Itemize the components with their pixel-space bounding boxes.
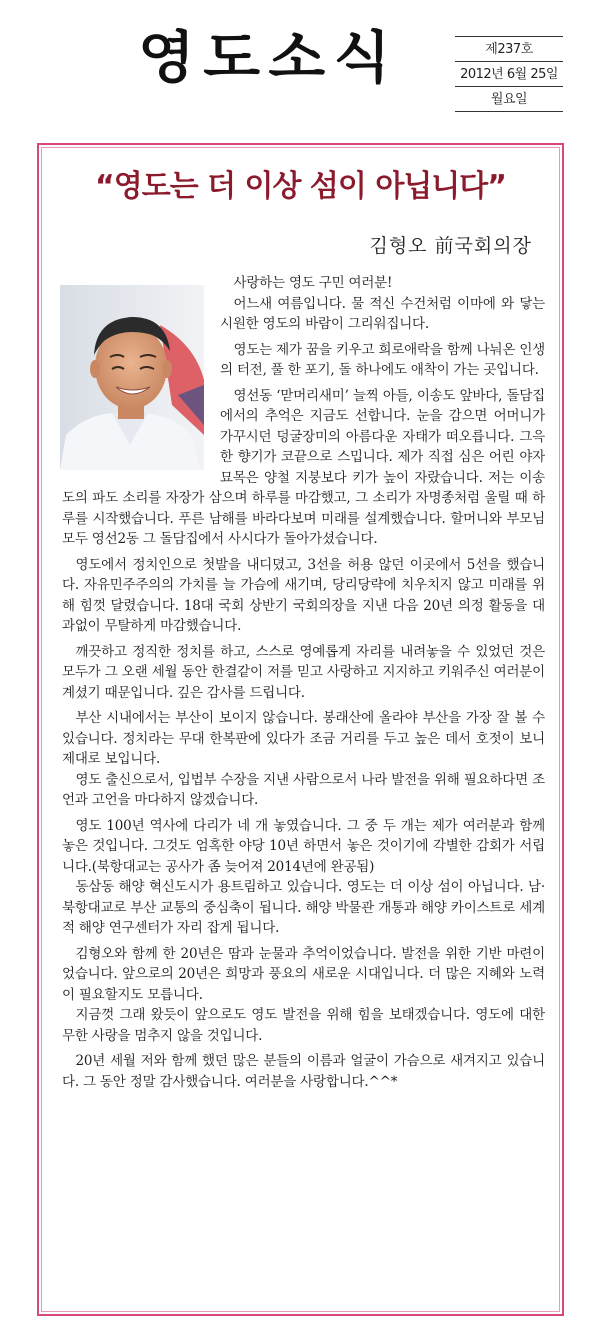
issue-divider	[455, 111, 563, 112]
paragraph: 부산 시내에서는 부산이 보이지 않습니다. 봉래산에 올라야 부산을 가장 잘 볼 수 있습니다. 정치라는 무대 한복판에 있다가 조금 거리를 두고 높은 데서 호젓이 보니 제대로 보입니다.	[62, 710, 545, 767]
paragraph: 영도에서 정치인으로 첫발을 내디뎠고, 3선을 허용 않던 이곳에서 5선을 했습니다. 자유민주주의의 가치를 늘 가슴에 새기며, 당리당략에 치우치지 않고 미래를 위해 힘껏 달렸습니다. 18대 국회 상반기 국회의장을 지낸 다음 20년 의정 활동을 대과없이 무탈하게 마감했습니다.	[62, 556, 545, 634]
paragraph: 사랑하는 영도 구민 여러분!	[233, 275, 393, 291]
article-body	[62, 273, 545, 1097]
paragraph: 영도 100년 역사에 다리가 네 개 놓였습니다. 그 중 두 개는 제가 여러분과 함께 놓은 것입니다. 그것도 엄혹한 야당 10년 하면서 놓은 것이기에 각별한 감회가 서립니다.(북항대교는 공사가 좀 늦어져 2014년에 완공됨)	[62, 817, 545, 875]
newsletter-title: 영도소식	[138, 26, 399, 91]
article-headline: “영도는 더 이상 섬이 아닙니다”	[95, 169, 506, 204]
issue-date: 2012년 6월 25일	[460, 67, 558, 82]
paragraph: 지금껏 그래 왔듯이 앞으로도 영도 발전을 위해 힘을 보태겠습니다. 영도에 대한 무한 사랑을 멈추지 않을 것입니다.	[62, 1007, 545, 1044]
paragraph: 영도 출신으로서, 입법부 수장을 지낸 사람으로서 나라 발전을 위해 필요하다면 조언과 고언을 마다하지 않겠습니다.	[62, 771, 545, 808]
paragraph: 영선동 ‘맏머리새미’ 늘찍 아들, 이송도 앞바다, 돌담집에서의 추억은 지금도 선합니다. 눈을 감으면 어머니가 가꾸시던 덩굴장미의 아름다운 자태가 떠오릅니다. 그윽한 향기가 코끝으로 스밉니다. 제가 직접 심은 어린 야자 묘목은 양철 지붕보다 키가 높이 자랐습니다. 저는 이송도의 파도 소리를 자장가 삼으며 하루를 마감했고, 그 소리가 자명종처럼 울릴 때 하루를 시작했습니다. 푸른 남해를 바라다보며 미래를 설계했습니다. 할머니와 부모님 모두 영선2동 그 돌담집에서 사시다가 돌아가셨습니다.	[62, 387, 545, 547]
paragraph: 영도는 제가 꿈을 키우고 희로애락을 함께 나눠온 인생의 터전, 풀 한 포기, 돌 하나에도 애착이 가는 곳입니다.	[220, 341, 545, 378]
paragraph: 동삼동 해양 혁신도시가 용트림하고 있습니다. 영도는 더 이상 섬이 아닙니다. 남·북항대교로 부산 교통의 중심축이 됩니다. 해양 박물관 개통과 해양 카이스트로 세계적 해양 연구센터가 자리 잡게 됩니다.	[62, 879, 545, 936]
paragraph: 깨끗하고 정직한 정치를 하고, 스스로 영예롭게 자리를 내려놓을 수 있었던 것은 모두가 그 오랜 세월 동안 한결같이 저를 믿고 사랑하고 지지하고 키워주신 여러분이 계셨기 때문입니다. 깊은 감사를 드립니다.	[62, 643, 545, 701]
masthead	[0, 0, 600, 140]
paragraph: 20년 세월 저와 함께 했던 많은 분들의 이름과 얼굴이 가슴으로 새겨지고 있습니다. 그 동안 정말 감사했습니다. 여러분을 사랑합니다.^^*	[62, 1053, 545, 1090]
paragraph: 어느새 여름입니다. 물 적신 수건처럼 이마에 와 닿는 시원한 영도의 바람이 그리워집니다.	[220, 295, 545, 332]
issue-info	[455, 36, 563, 112]
issue-number: 제237호	[485, 42, 533, 57]
photo-spacer	[62, 273, 220, 477]
article-frame	[37, 143, 564, 1316]
article-byline: 김형오 前국회의장	[369, 235, 532, 257]
paragraph: 김형오와 함께 한 20년은 땀과 눈물과 추억이었습니다. 발전을 위한 기반 마련이었습니다. 앞으로의 20년은 희망과 풍요의 새로운 시대입니다. 더 많은 지혜와 노력이 필요할지도 모릅니다.	[62, 945, 545, 1003]
issue-weekday: 월요일	[490, 92, 528, 107]
